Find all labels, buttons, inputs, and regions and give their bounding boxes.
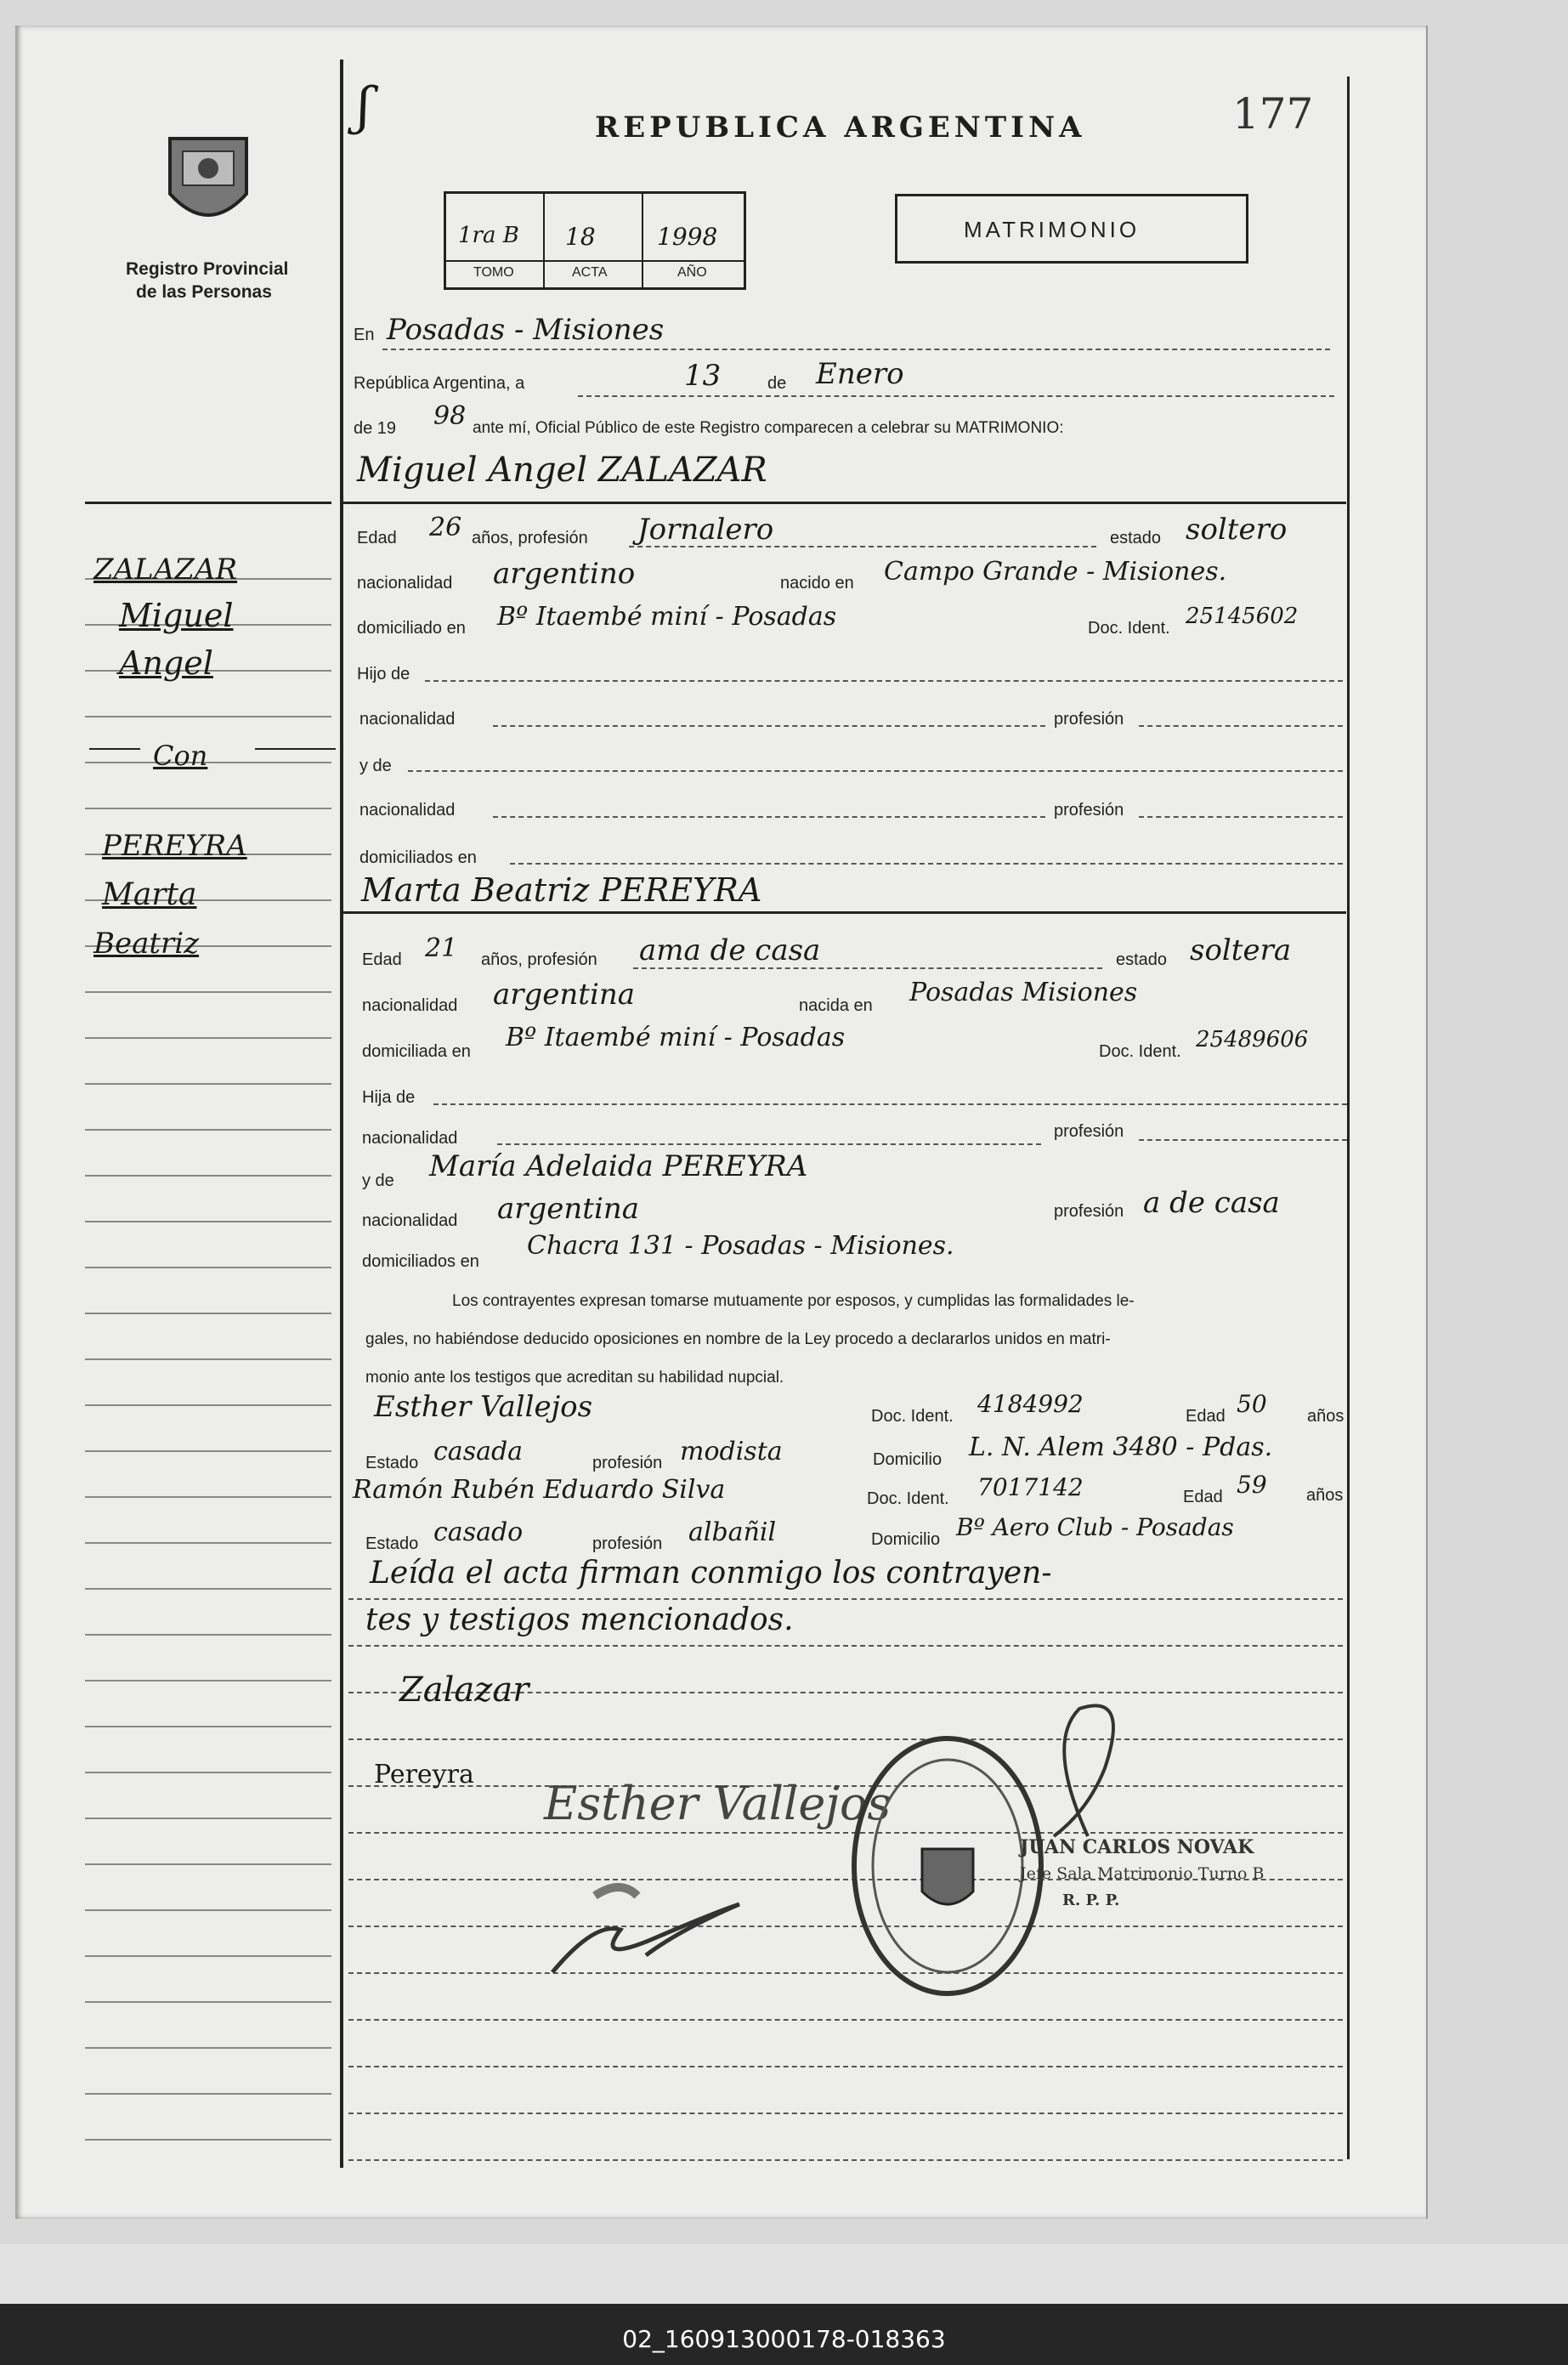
groom-profession: Jornalero bbox=[637, 513, 774, 547]
bride-edad-label: Edad bbox=[362, 950, 402, 969]
groom-mother-prof-label: profesión bbox=[1054, 801, 1124, 820]
margin-ruled-line bbox=[85, 991, 331, 993]
place-line bbox=[382, 349, 1330, 350]
groom-mother-line bbox=[408, 770, 1343, 772]
margin-ruled-line bbox=[85, 1588, 331, 1590]
witness1-doc: 4184992 bbox=[977, 1390, 1084, 1418]
margin-ruled-line bbox=[85, 1404, 331, 1406]
bride-father-prof-line bbox=[1139, 1139, 1347, 1141]
bride-address: Bº Itaembé miní - Posadas bbox=[506, 1023, 846, 1052]
margin-ruled-line bbox=[85, 1267, 331, 1268]
margin-con-rule-left bbox=[89, 748, 140, 750]
witness1-anos-label: años bbox=[1307, 1407, 1344, 1426]
bride-signature: Pereyra bbox=[374, 1760, 474, 1789]
margin-ruled-line bbox=[85, 1450, 331, 1452]
bride-yde-label: y de bbox=[362, 1171, 394, 1190]
witness1-edad-label: Edad bbox=[1186, 1407, 1226, 1426]
bride-doc: 25489606 bbox=[1196, 1027, 1309, 1052]
groom-edad-label: Edad bbox=[357, 529, 397, 547]
right-margin-rule bbox=[1347, 77, 1350, 2159]
bride-profession: ama de casa bbox=[639, 933, 821, 967]
margin-ruled-line bbox=[85, 1818, 331, 1819]
groom-father-nac-line bbox=[493, 725, 1045, 727]
record-type-label: MATRIMONIO bbox=[964, 217, 1141, 242]
margin-ruled-line bbox=[85, 1680, 331, 1682]
witness2-profession: albañil bbox=[688, 1517, 777, 1547]
groom-yde-label: y de bbox=[359, 757, 392, 775]
margin-ruled-line bbox=[85, 1175, 331, 1177]
witness2-address: Bº Aero Club - Posadas bbox=[956, 1513, 1234, 1541]
registry-name-line1: Registro Provincial bbox=[126, 259, 289, 279]
margin-ruled-line bbox=[85, 1634, 331, 1636]
bride-mother: María Adelaida PEREYRA bbox=[429, 1149, 808, 1183]
margin-ruled-line bbox=[85, 1726, 331, 1727]
margin-con: Con bbox=[153, 740, 208, 772]
closing-line2: tes y testigos mencionados. bbox=[365, 1602, 794, 1637]
groom-mother-nac-line bbox=[493, 816, 1045, 818]
margin-ruled-line bbox=[85, 762, 331, 763]
folio-number: 177 bbox=[1232, 89, 1314, 139]
bride-mother-nac-label: nacionalidad bbox=[362, 1211, 458, 1230]
acta-label: ACTA bbox=[572, 265, 608, 280]
witness2-prof-label: profesión bbox=[592, 1534, 663, 1553]
margin-ruled-line bbox=[85, 1083, 331, 1085]
bride-parents-dom-label: domiciliados en bbox=[362, 1252, 479, 1271]
left-margin-rule bbox=[340, 60, 343, 2168]
formula-line3: monio ante los testigos que acreditan su habilidad nupcial. bbox=[365, 1369, 784, 1387]
witness2-doc: 7017142 bbox=[977, 1473, 1084, 1501]
marriage-day: 13 bbox=[684, 359, 722, 393]
margin-ruled-line bbox=[85, 2139, 331, 2141]
anio-label: AÑO bbox=[677, 265, 707, 280]
bride-profession-line bbox=[633, 967, 1102, 969]
marriage-month: Enero bbox=[816, 357, 904, 391]
witness2-dom-label: Domicilio bbox=[871, 1530, 941, 1549]
bride-age: 21 bbox=[425, 933, 458, 963]
official-title: Jefe Sala Matrimonio Turno B bbox=[1020, 1864, 1265, 1883]
margin-surname1: ZALAZAR bbox=[93, 553, 238, 587]
anio-value: 1998 bbox=[657, 223, 718, 251]
groom-father-nac-label: nacionalidad bbox=[359, 710, 456, 729]
witness1-profession: modista bbox=[680, 1437, 783, 1466]
margin-ruled-line bbox=[85, 1955, 331, 1957]
groom-nacionalidad-label: nacionalidad bbox=[357, 574, 453, 593]
body-ruled-line bbox=[348, 2066, 1343, 2067]
official-name: JUAN CARLOS NOVAK bbox=[1020, 1836, 1254, 1858]
margin-ruled-line bbox=[85, 808, 331, 809]
margin-first1b: Angel bbox=[119, 644, 213, 682]
witness1-address: L. N. Alem 3480 - Pdas. bbox=[969, 1432, 1273, 1462]
groom-profession-line bbox=[629, 546, 1096, 547]
file-id-caption: 02_160913000178-018363 bbox=[622, 2325, 946, 2353]
groom-domicilio-label: domiciliado en bbox=[357, 619, 466, 638]
bride-mother-profession: a de casa bbox=[1143, 1186, 1280, 1220]
tomo-value: 1ra B bbox=[458, 223, 519, 248]
groom-parents-dom-line bbox=[510, 863, 1343, 865]
margin-first1: Miguel bbox=[119, 597, 234, 634]
groom-divider bbox=[343, 502, 1346, 504]
official-signature-icon bbox=[544, 1870, 756, 1994]
declaration-text: ante mí, Oficial Público de este Registro comparecen a celebrar su MATRIMONIO: bbox=[473, 419, 1064, 437]
marriage-place: Posadas - Misiones bbox=[387, 313, 665, 347]
margin-surname2: PEREYRA bbox=[102, 829, 247, 863]
margin-ruled-line bbox=[85, 1496, 331, 1498]
margin-first2b: Beatriz bbox=[93, 927, 200, 961]
closing-line1: Leída el acta firman conmigo los contrayen- bbox=[370, 1556, 1052, 1591]
official-seal-icon bbox=[846, 1730, 1050, 2006]
bride-estado: soltera bbox=[1190, 933, 1292, 967]
groom-nationality: argentino bbox=[493, 557, 636, 591]
margin-ruled-line bbox=[85, 1772, 331, 1773]
body-ruled-line bbox=[348, 2019, 1343, 2021]
bride-mother-prof-label: profesión bbox=[1054, 1202, 1124, 1221]
margin-ruled-line bbox=[85, 716, 331, 717]
bride-doc-label: Doc. Ident. bbox=[1099, 1042, 1181, 1061]
tomo-label: TOMO bbox=[473, 265, 514, 280]
groom-age: 26 bbox=[429, 513, 462, 542]
groom-address: Bº Itaembé miní - Posadas bbox=[497, 602, 837, 632]
bride-father-line bbox=[433, 1103, 1347, 1105]
official-flourish-icon bbox=[1037, 1692, 1139, 1849]
witness2-estado-label: Estado bbox=[365, 1534, 419, 1553]
witness2-age: 59 bbox=[1237, 1471, 1267, 1499]
groom-father-prof-line bbox=[1139, 725, 1343, 727]
body-ruled-line bbox=[348, 1598, 1343, 1600]
groom-hijo-label: Hijo de bbox=[357, 665, 410, 683]
official-org: R. P. P. bbox=[1062, 1891, 1120, 1909]
de-label: de bbox=[767, 374, 787, 393]
formula-line2: gales, no habiéndose deducido oposiciones en nombre de la Ley procedo a declararlos unidos en matri- bbox=[365, 1330, 1111, 1348]
country-title: REPUBLICA ARGENTINA bbox=[595, 111, 1086, 145]
bride-domicilio-label: domiciliada en bbox=[362, 1042, 471, 1061]
witness2-edad-label: Edad bbox=[1183, 1488, 1223, 1506]
groom-doc: 25145602 bbox=[1186, 604, 1299, 629]
body-ruled-line bbox=[348, 2113, 1343, 2114]
formula-line1: Los contrayentes expresan tomarse mutuamente por esposos, y cumplidas las formalidades le- bbox=[452, 1292, 1135, 1310]
registry-crest-icon bbox=[161, 126, 255, 236]
bride-father-nac-label: nacionalidad bbox=[362, 1129, 458, 1148]
witness1-dom-label: Domicilio bbox=[873, 1450, 942, 1469]
date-line bbox=[578, 395, 1334, 397]
body-ruled-line bbox=[348, 1645, 1343, 1647]
year-prefix: de 19 bbox=[354, 419, 397, 438]
scan-bottom-strip bbox=[0, 2244, 1568, 2304]
bride-hija-label: Hija de bbox=[362, 1088, 416, 1107]
witness2-name: Ramón Rubén Eduardo Silva bbox=[353, 1475, 726, 1505]
year-suffix: 98 bbox=[433, 401, 467, 431]
record-id-box bbox=[444, 191, 746, 290]
groom-parents-dom-label: domiciliados en bbox=[359, 848, 477, 867]
bride-nationality: argentina bbox=[493, 978, 636, 1012]
groom-profesion-label: años, profesión bbox=[472, 529, 588, 547]
witness1-age: 50 bbox=[1237, 1390, 1267, 1418]
groom-name: Miguel Angel ZALAZAR bbox=[357, 451, 767, 490]
groom-mother-prof-line bbox=[1139, 816, 1343, 818]
witness2-anos-label: años bbox=[1306, 1486, 1344, 1505]
bride-father-prof-label: profesión bbox=[1054, 1122, 1124, 1141]
groom-father-line bbox=[425, 680, 1343, 682]
record-type-box bbox=[895, 194, 1248, 264]
witness1-doc-label: Doc. Ident. bbox=[871, 1407, 954, 1426]
margin-ruled-line bbox=[85, 2093, 331, 2095]
margin-ruled-line bbox=[85, 1358, 331, 1360]
en-label: En bbox=[354, 326, 375, 344]
groom-nacido-label: nacido en bbox=[780, 574, 854, 593]
margin-ruled-line bbox=[85, 1542, 331, 1544]
witness2-estado: casado bbox=[433, 1517, 524, 1547]
groom-father-prof-label: profesión bbox=[1054, 710, 1124, 729]
groom-estado: soltero bbox=[1186, 513, 1288, 547]
margin-ruled-line bbox=[85, 1313, 331, 1314]
bride-nacida-label: nacida en bbox=[799, 996, 873, 1015]
groom-birthplace: Campo Grande - Misiones. bbox=[884, 557, 1227, 587]
witness1-estado: casada bbox=[433, 1437, 524, 1466]
body-ruled-line bbox=[348, 2159, 1343, 2161]
bride-nacionalidad-label: nacionalidad bbox=[362, 996, 458, 1015]
witness1-name: Esther Vallejos bbox=[374, 1390, 593, 1424]
witness-signature: Esther Vallejos bbox=[544, 1777, 892, 1830]
witness1-prof-label: profesión bbox=[592, 1454, 663, 1472]
margin-ruled-line bbox=[85, 1037, 331, 1039]
bride-parents-address: Chacra 131 - Posadas - Misiones. bbox=[527, 1231, 954, 1261]
page-initial-mark: ʃ bbox=[357, 77, 371, 136]
margin-ruled-line bbox=[85, 1863, 331, 1865]
margin-ruled-line bbox=[85, 2001, 331, 2003]
bride-mother-nationality: argentina bbox=[497, 1192, 640, 1226]
groom-signature: Zalazar bbox=[399, 1670, 529, 1710]
republica-label: República Argentina, a bbox=[354, 374, 525, 393]
bride-profesion-label: años, profesión bbox=[481, 950, 597, 969]
bride-estado-label: estado bbox=[1116, 950, 1168, 969]
margin-ruled-line bbox=[85, 1221, 331, 1222]
margin-ruled-line bbox=[85, 2047, 331, 2049]
bride-birthplace: Posadas Misiones bbox=[909, 978, 1138, 1007]
groom-estado-label: estado bbox=[1110, 529, 1162, 547]
margin-ruled-line bbox=[85, 1129, 331, 1131]
acta-value: 18 bbox=[565, 223, 596, 251]
margin-first2: Marta bbox=[102, 877, 197, 912]
margin-ruled-line bbox=[85, 1909, 331, 1911]
bride-divider bbox=[343, 911, 1346, 914]
groom-doc-label: Doc. Ident. bbox=[1088, 619, 1170, 638]
bride-father-nac-line bbox=[497, 1143, 1041, 1145]
bride-name: Marta Beatriz PEREYRA bbox=[361, 871, 762, 909]
witness2-doc-label: Doc. Ident. bbox=[867, 1489, 949, 1508]
registry-name-line2: de las Personas bbox=[136, 282, 272, 302]
witness1-estado-label: Estado bbox=[365, 1454, 419, 1472]
groom-mother-nac-label: nacionalidad bbox=[359, 801, 456, 820]
margin-con-rule-right bbox=[255, 748, 336, 750]
